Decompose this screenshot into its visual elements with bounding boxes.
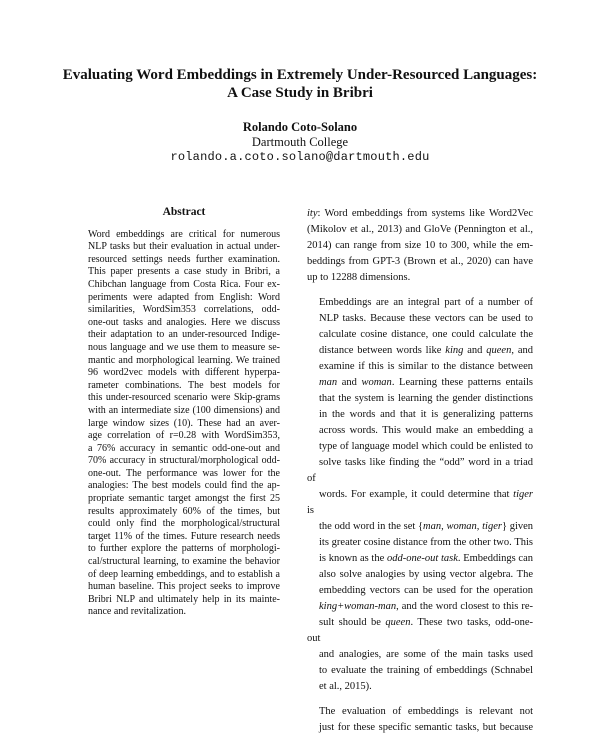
abstract-line: NLP tasks but their evaluation in actual under- — [88, 241, 280, 253]
body-line: Embeddings are an integral part of a number of — [319, 297, 533, 308]
abstract-line: nance and revitalization. — [88, 606, 187, 618]
abstract-line: nous language and we use them to measure se- — [88, 341, 280, 353]
abstract-line: propriate semantic target amongst the first 25 — [88, 493, 280, 505]
abstract-line: this under-resourced scenario were Skip-grams — [88, 392, 280, 404]
abstract-line: resourced settings needs further examination. — [88, 253, 280, 265]
abstract-line: cal/structural learning, to examine the behavior — [88, 556, 280, 568]
abstract-line: This paper presents a case study in Bribri, a — [88, 266, 280, 278]
abstract-line: similarities, WordSim353 correlations, odd- — [88, 304, 280, 316]
abstract-line: could only find the morphological/structural — [88, 518, 280, 530]
body-line: up to 12288 dimensions. — [307, 272, 411, 283]
abstract-line: target 11% of the times. Future research needs — [88, 530, 280, 542]
abstract-line: large window sizes (10). These had an aver- — [88, 417, 280, 429]
body-line: (Mikolov et al., 2013) and GloVe (Pennington et al., — [307, 224, 533, 235]
paragraph-evaluation — [307, 704, 533, 736]
paper-title — [40, 66, 560, 102]
author-block — [0, 120, 600, 165]
author-affiliation: Dartmouth College — [251, 135, 349, 149]
abstract-line: human baseline. This project seeks to improve — [88, 581, 280, 593]
body-line: type of language model which could be enlisted to — [319, 441, 533, 452]
body-line: in the words and that it is generalizing patterns — [319, 409, 533, 420]
body-line: NLP tasks. Because these vectors can be used to — [319, 313, 533, 324]
abstract-heading: Abstract — [162, 206, 206, 218]
body-line: its greater cosine distance from the other two. This — [319, 537, 533, 548]
body-line: man and woman. Learning these patterns entails — [319, 377, 533, 388]
body-line: 2014) can range from size 10 to 300, while the em- — [307, 240, 533, 251]
body-line: that the system is learning the gender distinctions — [319, 393, 533, 404]
body-line: also solve analogies by using vector algebra. The — [319, 569, 533, 580]
author-name: Rolando Coto-Solano — [242, 120, 358, 134]
abstract-line: age correlation of r=0.28 with WordSim353, — [88, 430, 280, 442]
body-line: words. For example, it could determine that tiger is — [307, 489, 533, 516]
abstract-line: a 76% accuracy in semantic odd-one-out and — [88, 442, 280, 454]
abstract-body — [88, 229, 280, 619]
body-line: beddings from GPT-3 (Brown et al., 2020) can have — [307, 256, 533, 267]
body-line: is known as the odd-one-out task. Embeddings can — [319, 553, 533, 564]
abstract-line: analogies: The best models could find the ap- — [88, 480, 280, 492]
abstract-line: 96 word2vec models with different hyperpa- — [88, 367, 280, 379]
abstract-line: rameter combinations. The best models for — [88, 379, 280, 391]
body-line: and analogies, are some of the main tasks used — [319, 649, 533, 660]
body-column — [307, 206, 533, 736]
abstract-line: periments were adapted from English: Word — [88, 291, 280, 303]
body-line: ity: Word embeddings from systems like Word2Vec — [307, 208, 533, 219]
body-line: examine if this is similar to the distance between — [319, 361, 533, 372]
abstract-line: mantic and morphological learning. We trained — [88, 354, 280, 366]
abstract-line: with an intermediate size (100 dimensions) and — [88, 404, 280, 416]
body-line: solve tasks like finding the “odd” word in a triad of — [307, 457, 533, 484]
title-line-2: A Case Study in Bribri — [227, 85, 373, 101]
body-line: et al., 2015). — [319, 681, 372, 692]
abstract-line: of deep learning embeddings, and to establish a — [88, 568, 280, 580]
body-line: The evaluation of embeddings is relevant not — [319, 706, 533, 717]
body-line: king+woman-man, and the word closest to this re- — [319, 601, 533, 612]
body-line: sult should be queen. These two tasks, odd-one-out — [307, 617, 533, 644]
title-line-1: Evaluating Word Embeddings in Extremely Under-Resourced Languages: — [62, 67, 538, 83]
body-line: calculate cosine distance, one could calculate the — [319, 329, 533, 340]
abstract-line: 70% accuracy in structural/morphological odd- — [88, 455, 280, 467]
abstract-line: Word embeddings are critical for numerous — [88, 228, 280, 240]
paragraph-embeddings-tasks — [307, 295, 533, 695]
body-line: distance between words like king and queen, and — [319, 345, 533, 356]
abstract-line: one-out. The performance was lower for the — [88, 467, 280, 479]
body-line: to evaluate the training of embeddings (Schnabel — [319, 665, 533, 676]
abstract-line: Bribri NLP and ultimately help in its mainte- — [88, 593, 280, 605]
abstract-column — [88, 206, 280, 619]
body-line: embedding vectors can be used for the operation — [319, 585, 533, 596]
body-line: just for these specific semantic tasks, but because — [319, 722, 533, 733]
abstract-line: Chibchan language from Costa Rica. Four ex- — [88, 278, 280, 290]
abstract-line: results approximately 60% of the times, but — [88, 505, 280, 517]
body-line: the odd word in the set {man, woman, tiger} given — [319, 521, 534, 532]
author-email: rolando.a.coto.solano@dartmouth.edu — [170, 150, 430, 164]
abstract-line: one-out tasks and analogies. Here we discuss — [88, 316, 280, 328]
paragraph-continued — [307, 206, 533, 286]
body-line: across words. This would make an embedding a — [319, 425, 533, 436]
abstract-line: their adaptation to an under-resourced Indige- — [88, 329, 280, 341]
abstract-line: to further explore the patterns of morphologi- — [88, 543, 280, 555]
